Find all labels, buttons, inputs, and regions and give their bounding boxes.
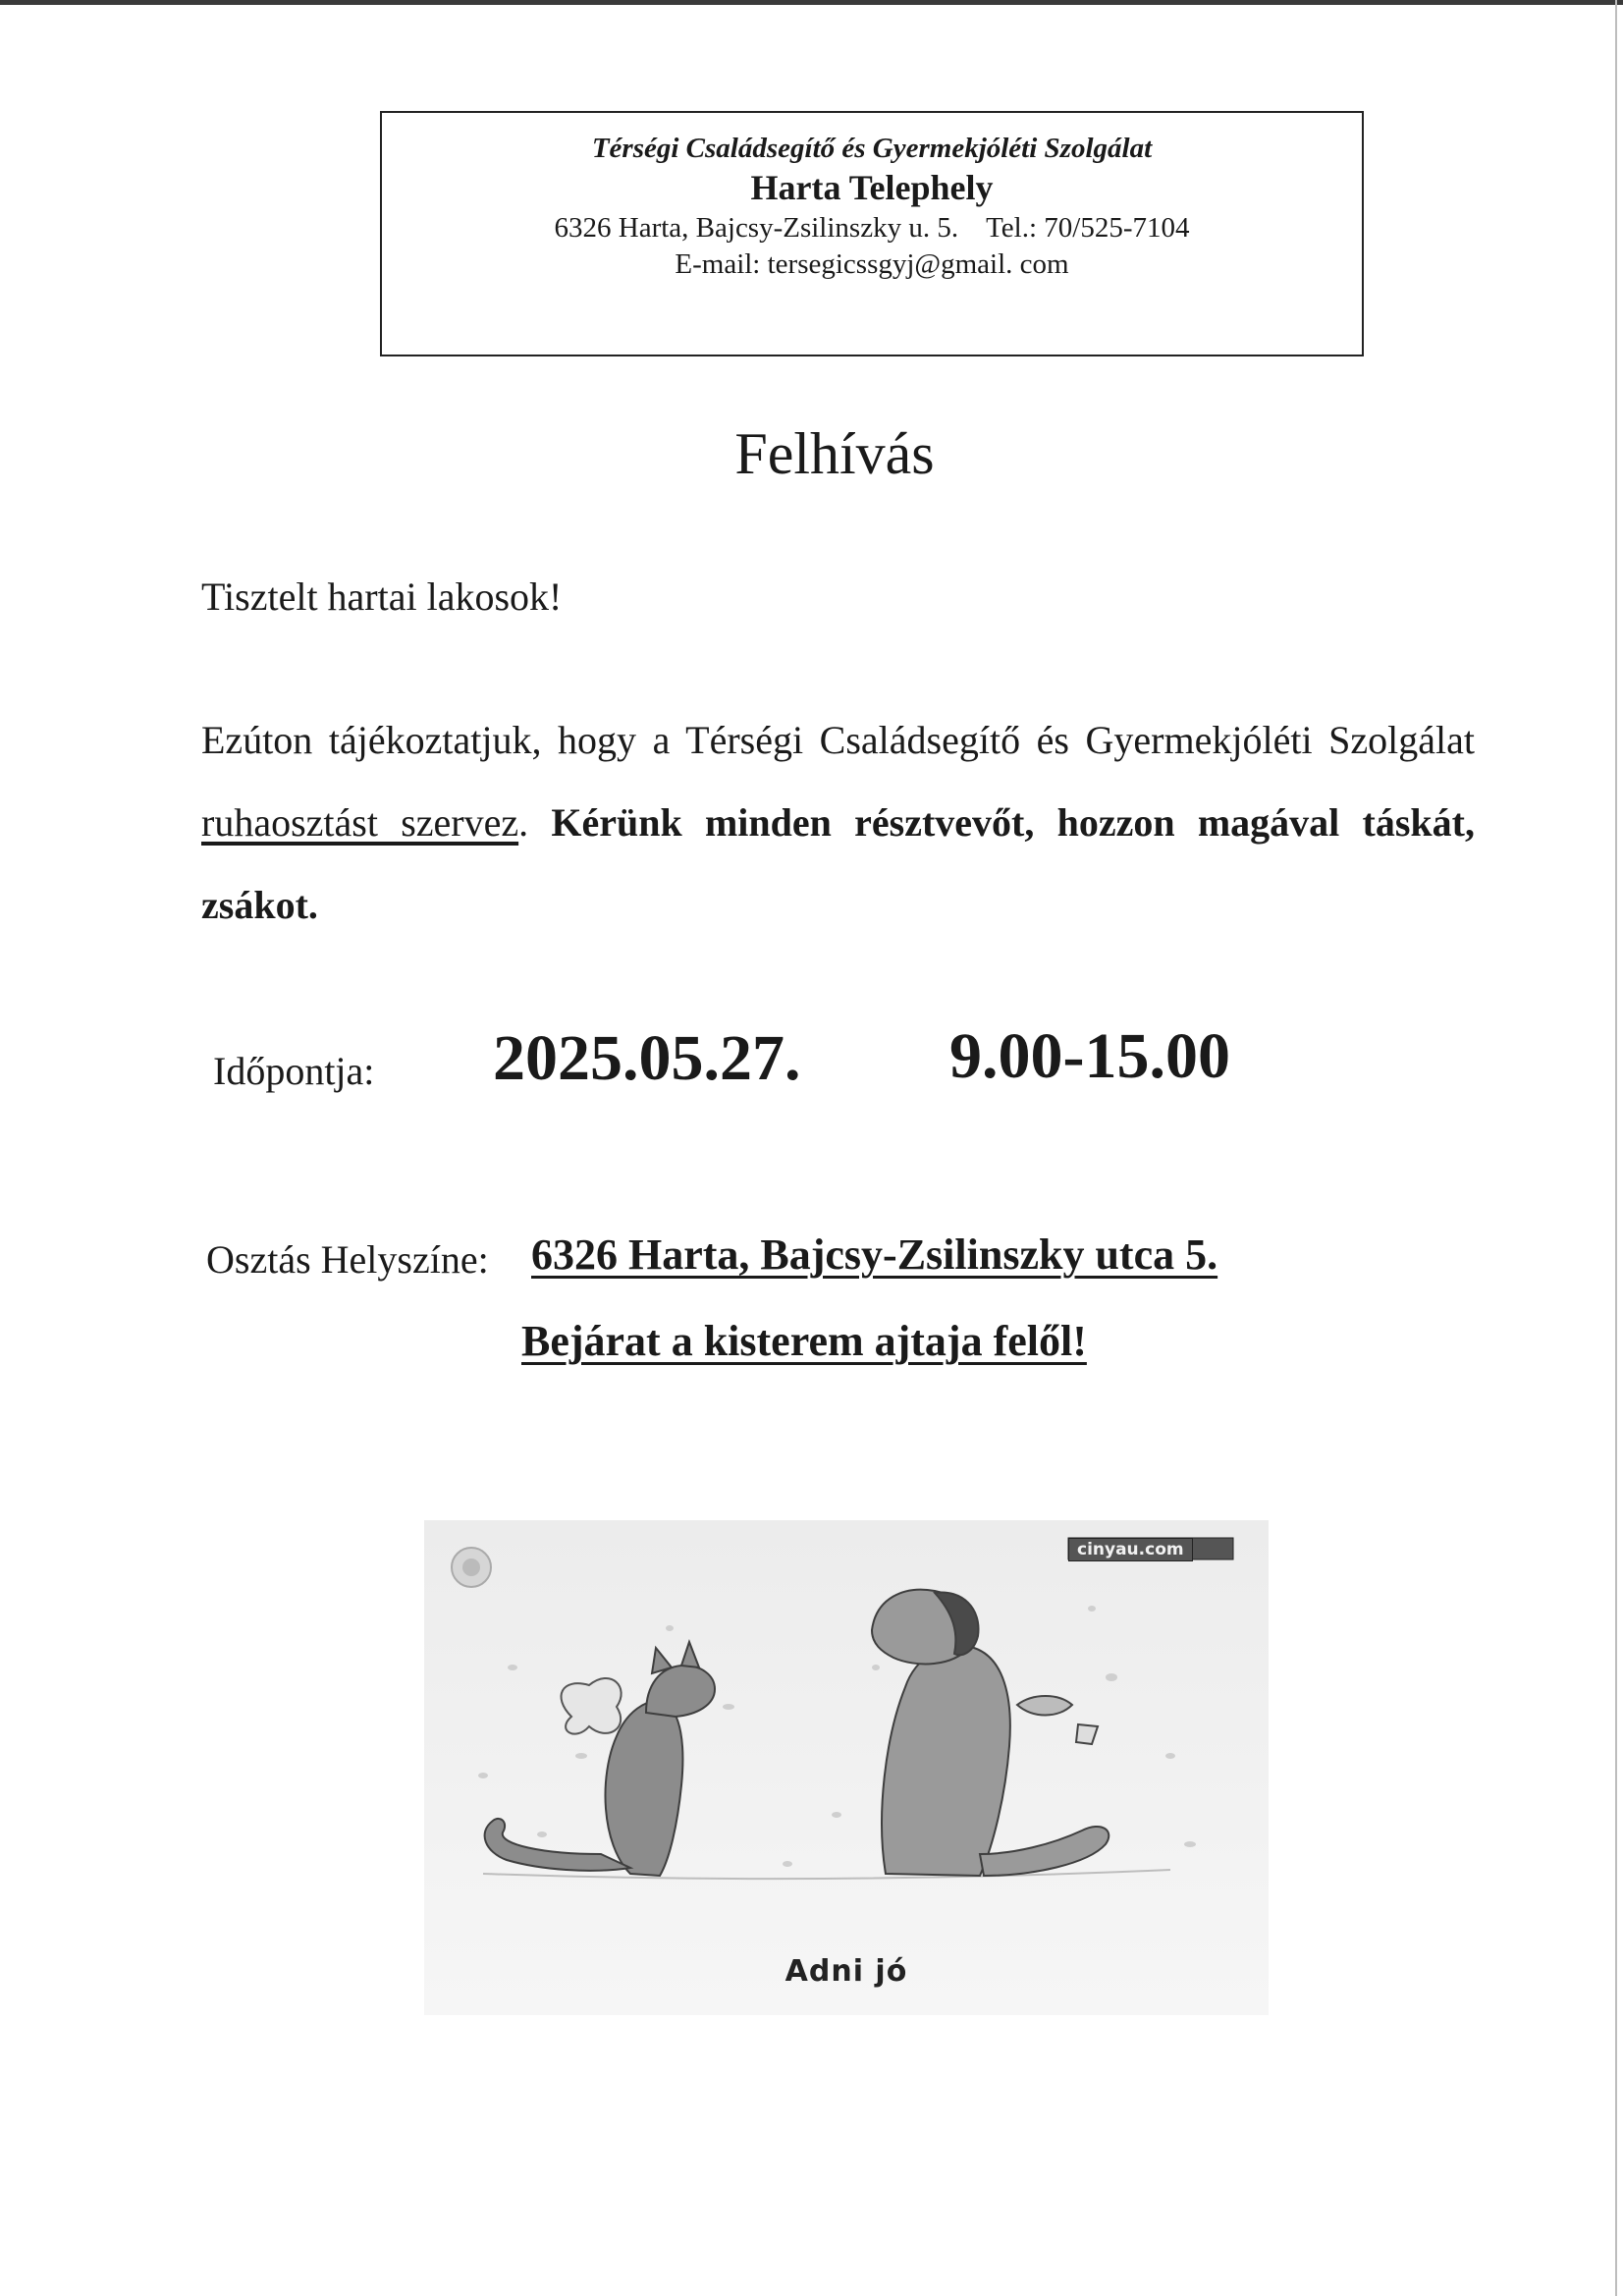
announcement-period: . xyxy=(518,800,529,845)
illustration-caption: Adni jó xyxy=(784,1954,908,1989)
page-title: Felhívás xyxy=(734,421,935,486)
scan-right-edge xyxy=(1615,0,1617,2296)
organization-name: Térségi Családsegítő és Gyermekjóléti Szolgálat xyxy=(591,133,1153,164)
site-address: 6326 Harta, Bajcsy-Zsilinszky u. 5. xyxy=(554,212,959,244)
illustration-watermark: cinyau.com xyxy=(1068,1538,1193,1561)
event-date: 2025.05.27. xyxy=(493,1022,801,1094)
greeting: Tisztelt hartai lakosok! xyxy=(201,574,563,619)
site-email: E-mail: tersegicssgyj@gmail. com xyxy=(675,248,1069,280)
announcement-paragraph xyxy=(201,699,1475,947)
announcement-request: Kérünk minden résztvevőt, hozzon magával táskát, zsákot. xyxy=(201,800,1475,927)
entrance-note: Bejárat a kisterem ajtaja felől! xyxy=(521,1317,1087,1365)
announcement-event: ruhaosztást szervez xyxy=(201,800,519,845)
letterhead-box xyxy=(380,111,1364,356)
event-time: 9.00-15.00 xyxy=(949,1020,1230,1092)
announcement-intro: Ezúton tájékoztatjuk, hogy a Térségi Családsegítő és Gyermekjóléti Szolgálat xyxy=(201,718,1475,762)
illustration-drawing xyxy=(424,1520,1269,2015)
scan-top-edge xyxy=(0,0,1623,5)
site-phone: Tel.: 70/525-7104 xyxy=(986,212,1190,244)
site-name: Harta Telephely xyxy=(750,168,994,207)
contact-line xyxy=(382,209,1362,246)
date-label: Időpontja: xyxy=(213,1049,375,1093)
location-address: 6326 Harta, Bajcsy-Zsilinszky utca 5. xyxy=(531,1230,1218,1279)
cat-dog-illustration xyxy=(424,1520,1269,2015)
location-label: Osztás Helyszíne: xyxy=(206,1237,489,1282)
